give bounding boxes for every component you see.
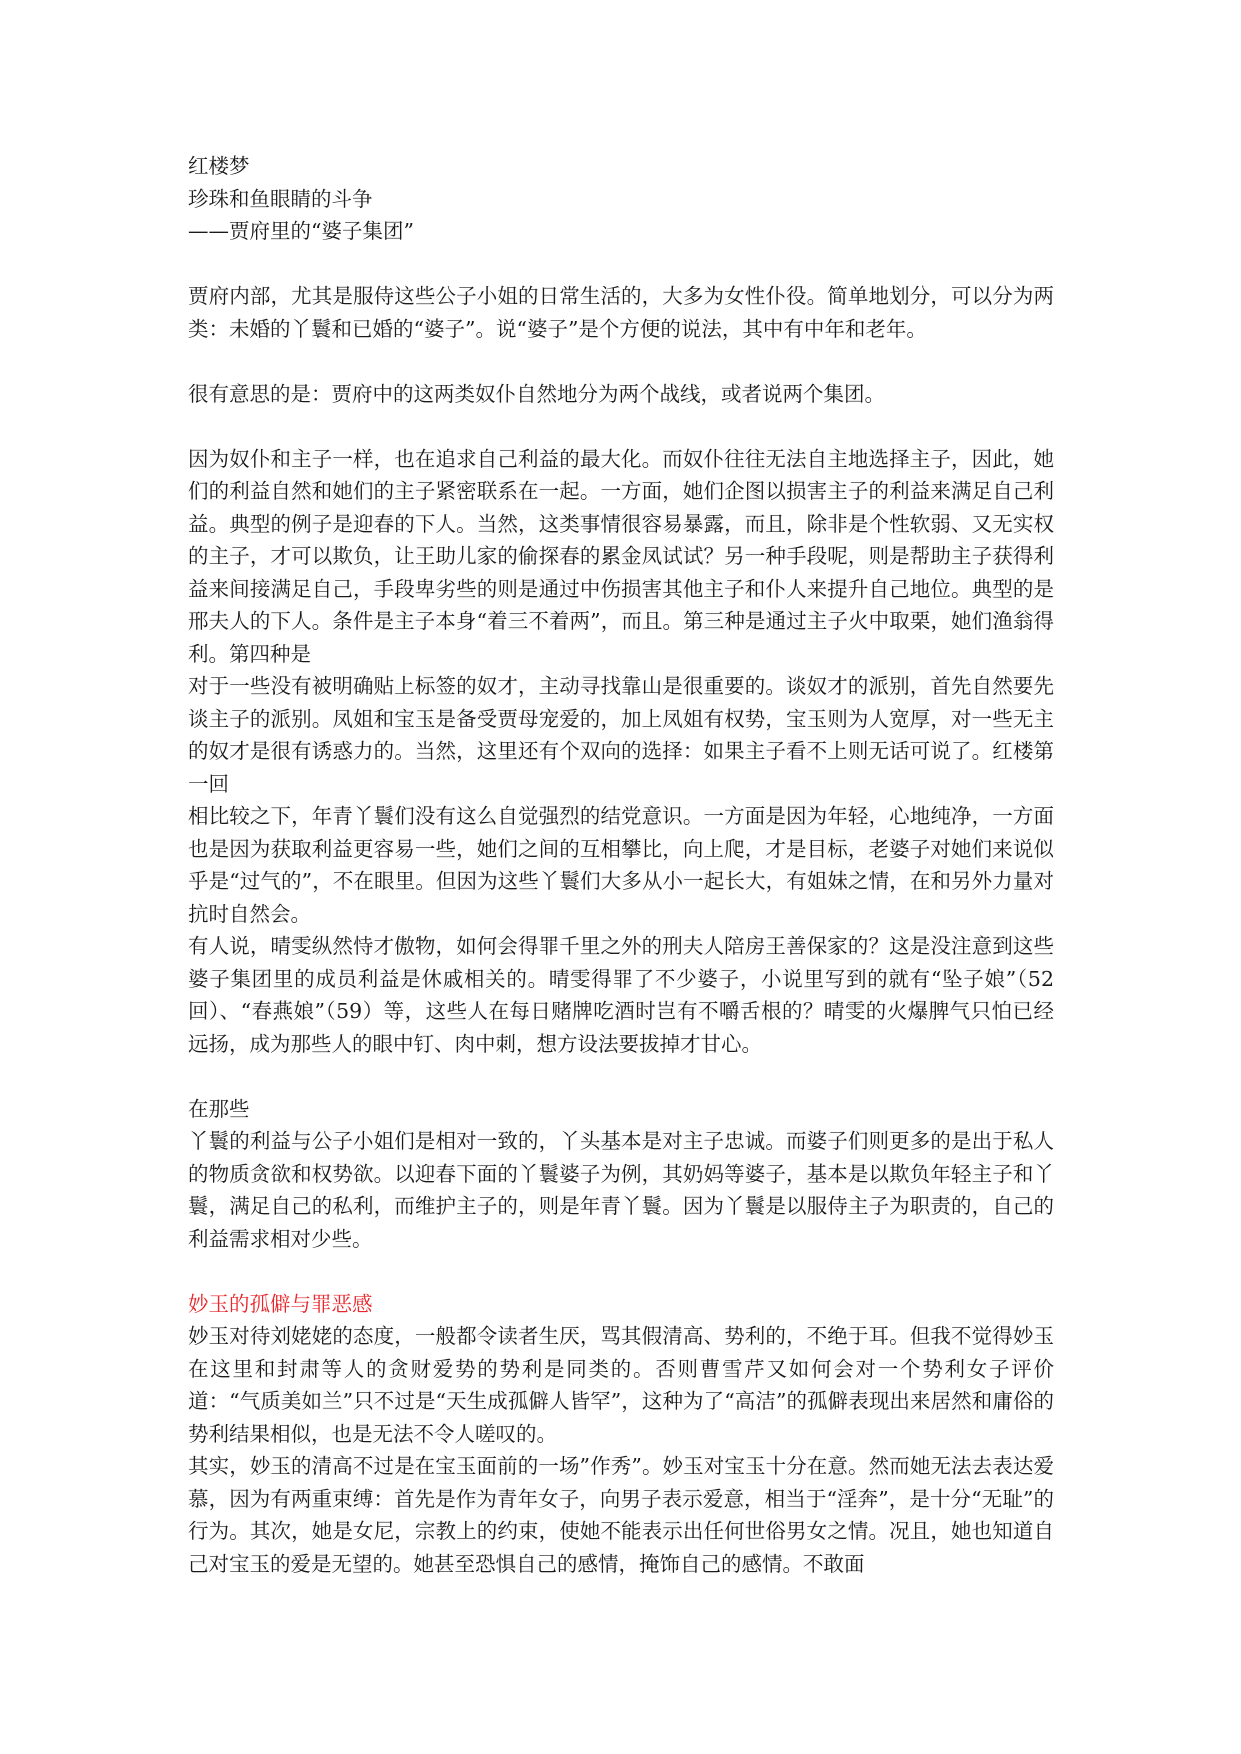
paragraph: 丫鬟的利益与公子小姐们是相对一致的，丫头基本是对主子忠诚。而婆子们则更多的是出于私人的物质贪欲和权势欲。以迎春下面的丫鬟婆子为例，其奶妈等婆子，基本是以欺负年轻主子和丫鬟，满足自己的私利，而维护主子的，则是年青丫鬟。因为丫鬟是以服侍主子为职责的，自己的利益需求相对少些。 <box>188 1129 1054 1251</box>
paragraph: 其实，妙玉的清高不过是在宝玉面前的一场”作秀”。妙玉对宝玉十分在意。然而她无法去表达爱慕，因为有两重束缚：首先是作为青年女子，向男子表示爱意，相当于“淫奔”，是十分“无耻”的行为。其次，她是女尼，宗教上的约束，使她不能表示出任何世俗男女之情。况且，她也知道自己对宝玉的爱是无望的。她甚至恐惧自己的感情，掩饰自己的感情。不敢面 <box>188 1454 1054 1576</box>
article-title: 珍珠和鱼眼睛的斗争 <box>188 186 373 211</box>
paragraph: 有人说，晴雯纵然恃才傲物，如何会得罪千里之外的刑夫人陪房王善保家的？这是没注意到这些婆子集团里的成员利益是休戚相关的。晴雯得罪了不少婆子，小说里写到的就有“坠子娘”（52 回）、“春燕娘”（59）等，这些人在每日赌牌吃酒时岂有不嚼舌根的？晴雯的火爆脾气只怕已经远扬，成为那些人的眼中钉、肉中刺，想方设法要拔掉才甘心。 <box>188 934 1054 1056</box>
book-title: 红楼梦 <box>188 154 250 178</box>
paragraph: 因为奴仆和主子一样，也在追求自己利益的最大化。而奴仆往往无法自主地选择主子，因此，她们的利益自然和她们的主子紧密联系在一起。一方面，她们企图以损害主子的利益来满足自己利益。典型的例子是迎春的下人。当然，这类事情很容易暴露，而且，除非是个性软弱、又无实权的主子，才可以欺负，让王助儿家的偷探春的累金凤试试？另一种手段呢，则是帮助主子获得利益来间接满足自己，手段卑劣些的则是通过中伤损害其他主子和仆人来提升自己地位。典型的是邢夫人的下人。条件是主子本身“着三不着两”，而且。第三种是通过主子火中取栗，她们渔翁得利。第四种是 <box>188 446 1054 666</box>
document-page <box>188 150 1054 1580</box>
paragraph: 在那些 <box>188 1096 250 1121</box>
section-heading: 妙玉的孤僻与罪恶感 <box>188 1291 373 1316</box>
paragraph: 贾府内部，尤其是服侍这些公子小姐的日常生活的，大多为女性仆役。简单地划分，可以分为两类：未婚的丫鬟和已婚的“婆子”。说“婆子”是个方便的说法，其中有中年和老年。 <box>188 284 1054 341</box>
paragraph: 相比较之下，年青丫鬟们没有这么自觉强烈的结党意识。一方面是因为年轻，心地纯净，一方面也是因为获取利益更容易一些，她们之间的互相攀比，向上爬，才是目标，老婆子对她们来说似乎是“过气的”，不在眼里。但因为这些丫鬟们大多从小一起长大，有姐妹之情，在和另外力量对抗时自然会。 <box>188 804 1054 926</box>
paragraph: 很有意思的是：贾府中的这两类奴仆自然地分为两个战线，或者说两个集团。 <box>188 381 885 406</box>
paragraph: 妙玉对待刘姥姥的态度，一般都令读者生厌，骂其假清高、势利的，不绝于耳。但我不觉得妙玉在这里和封肃等人的贪财爱势的势利是同类的。否则曹雪芹又如何会对一个势利女子评价道：“气质美如兰”只不过是“天生成孤僻人皆罕”，这种为了“高洁”的孤僻表现出来居然和庸俗的势利结果相似，也是无法不令人嗟叹的。 <box>188 1324 1054 1446</box>
article-subtitle: ——贾府里的“婆子集团” <box>188 219 414 243</box>
paragraph: 对于一些没有被明确贴上标签的奴才，主动寻找靠山是很重要的。谈奴才的派别，首先自然要先谈主子的派别。凤姐和宝玉是备受贾母宠爱的，加上凤姐有权势，宝玉则为人宽厚，对一些无主的奴才是很有诱惑力的。当然，这里还有个双向的选择：如果主子看不上则无话可说了。红楼第一回 <box>188 674 1054 796</box>
